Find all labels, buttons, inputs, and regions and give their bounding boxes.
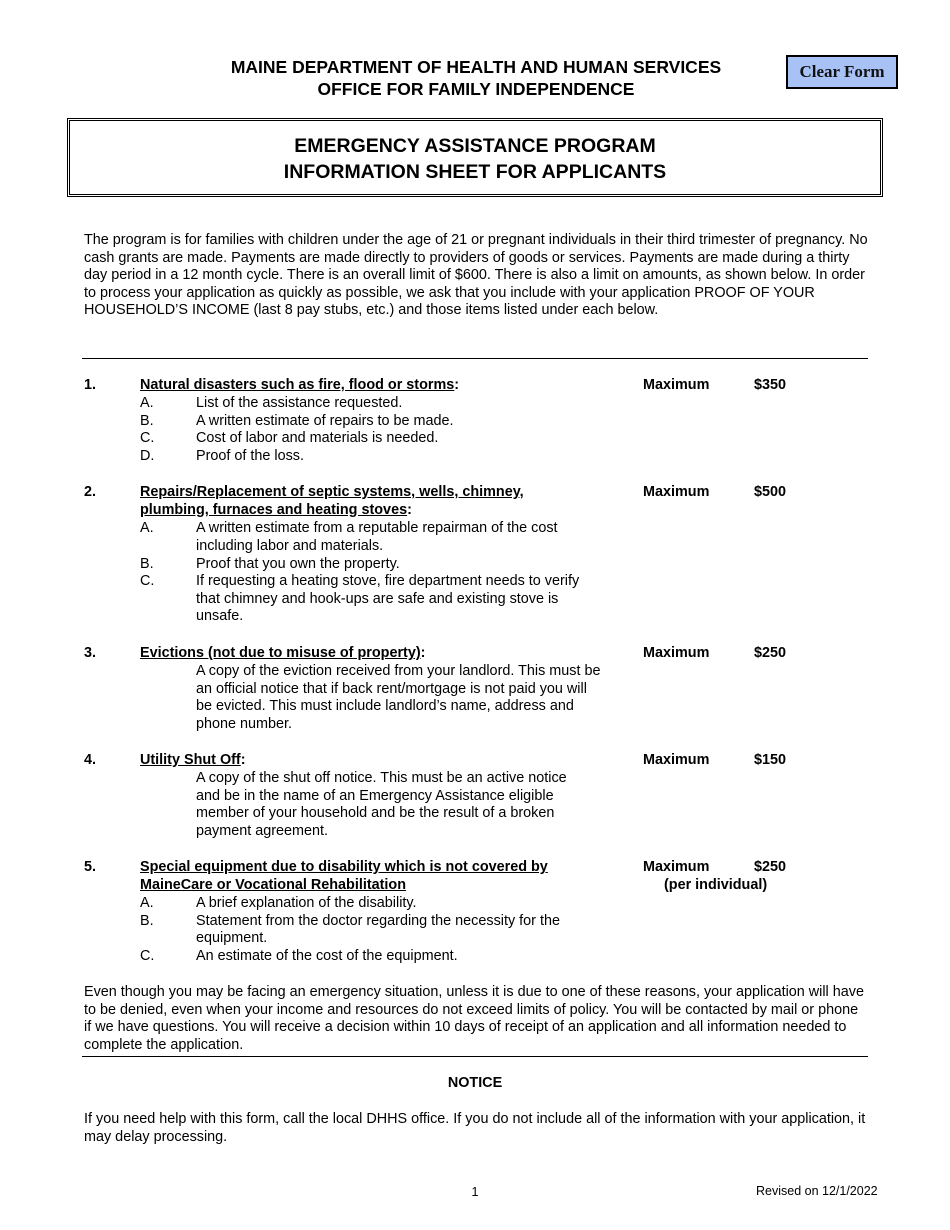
page-number: 1 [471, 1185, 479, 1199]
maximum-label: Maximum [643, 752, 710, 768]
maximum-amount: $150 [754, 752, 787, 768]
maximum-label: Maximum [643, 377, 710, 393]
intro-paragraph: The program is for families with children under the age of 21 or pregnant individuals in their third trimester of pregnancy. No cash grants are made. Payments are made directly to providers of goods or services. Payments are made during a thirty day period in a 12 month cycle. There is an overall limit of $600. There is also a limit on amounts, as shown below. In order to process your application as quickly as possible, we ask that you include with your application PROOF OF YOUR HOUSEHOLD’S INCOME (last 8 pay stubs, etc.) and those items listed under each below. [84, 232, 868, 319]
revision-date: Revised on 12/1/2022 [756, 1184, 878, 1198]
item-number: 5. [84, 859, 97, 875]
item-title: Special equipment due to disability which is not covered by MaineCare or Vocational Rehabilitation [140, 859, 548, 893]
requirement-text: A copy of the eviction received from your landlord. This must be an official notice that if back rent/mortgage is not paid you will be evicted. This must include landlord’s name, address and phone number. [196, 663, 601, 732]
divider-bottom [82, 1056, 868, 1057]
item-title: Repairs/Replacement of septic systems, wells, chimney, plumbing, furnaces and heating stoves: [140, 484, 524, 518]
item-title: Evictions (not due to misuse of property): [140, 645, 426, 661]
agency-name: MAINE DEPARTMENT OF HEALTH AND HUMAN SERVICES [230, 57, 722, 77]
agency-header [160, 56, 792, 100]
maximum-amount: $250 [754, 859, 787, 875]
item-number: 4. [84, 752, 97, 768]
maximum-amount: $500 [754, 484, 787, 500]
maximum-amount: $250 [754, 645, 787, 661]
item-title: Utility Shut Off: [140, 752, 246, 768]
maximum-label: Maximum [643, 484, 710, 500]
notice-text: If you need help with this form, call the local DHHS office. If you do not include all of the information with your application, it may delay processing. [84, 1111, 866, 1145]
sheet-title: INFORMATION SHEET FOR APPLICANTS [283, 161, 667, 183]
maximum-label: Maximum [643, 645, 710, 661]
requirement-text: A copy of the shut off notice. This must be an active notice and be in the name of an Emergency Assistance eligible member of your household and be the result of a broken payment agreement. [196, 770, 567, 839]
notice-heading: NOTICE [447, 1075, 503, 1091]
item-title: Natural disasters such as fire, flood or storms: [140, 377, 460, 393]
per-individual-note: (per individual) [664, 877, 768, 893]
item-number: 1. [84, 377, 97, 393]
item-number: 2. [84, 484, 97, 500]
maximum-label: Maximum [643, 859, 710, 875]
item-number: 3. [84, 645, 97, 661]
divider-top [82, 358, 868, 359]
closing-paragraph: Even though you may be facing an emergency situation, unless it is due to one of these reasons, your application will have to be denied, even when your income and resources do not exceed limits of policy. You will be contacted by mail or phone if we have questions. You will receive a decision within 10 days of receipt of an application and all information needed to complete the application. [84, 984, 864, 1053]
maximum-amount: $350 [754, 377, 787, 393]
title-box [67, 118, 883, 197]
clear-form-button[interactable]: Clear Form [786, 55, 898, 89]
program-title: EMERGENCY ASSISTANCE PROGRAM [294, 135, 656, 157]
office-name: OFFICE FOR FAMILY INDEPENDENCE [317, 79, 635, 99]
